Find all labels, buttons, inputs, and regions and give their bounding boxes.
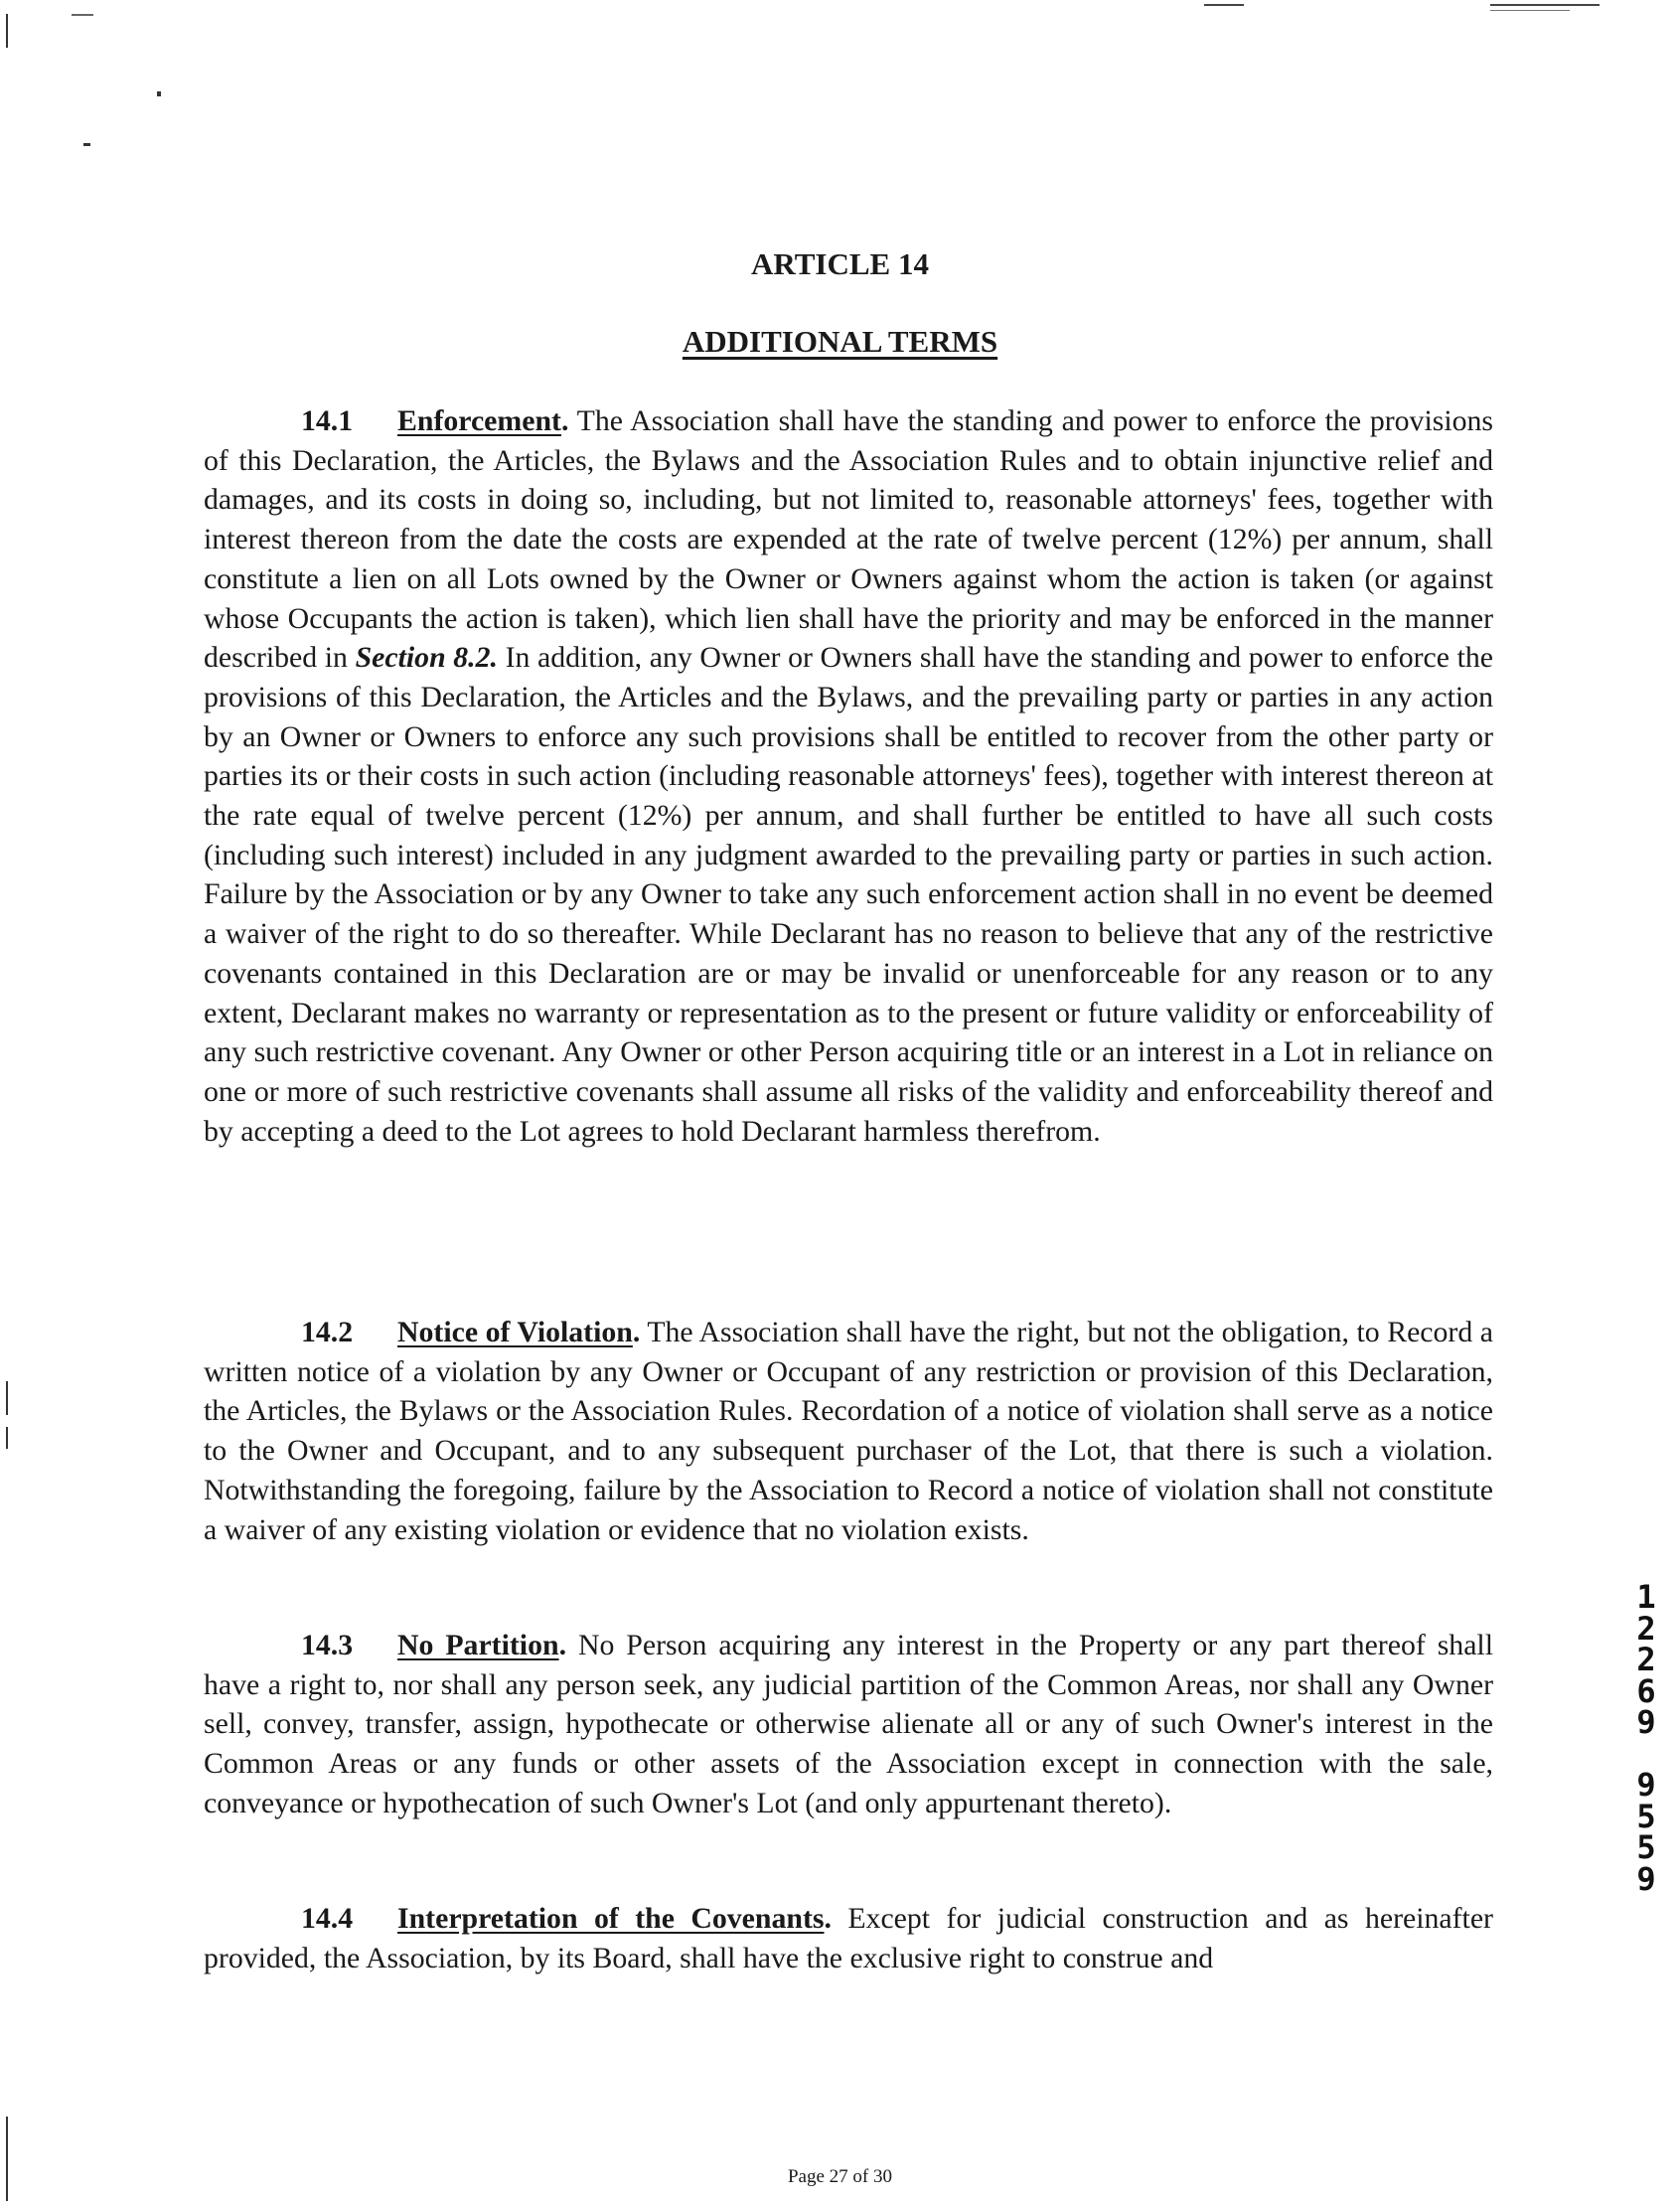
scan-mark <box>1490 10 1570 11</box>
scan-mark <box>157 91 161 96</box>
section-body: The Association shall have the standing and power to enforce the provisions of this Declaration, the Articles, the Bylaws and the Association Rules and to obtain injunctive relief and damages, and its costs in doing so, including, but not limited to, reasonable attorneys' fees, together with interest thereon from the date the costs are expended at the rate of twelve percent (12%) per annum, shall constitute a lien on all Lots owned by the Owner or Owners against whom the action is taken (or against whose Occupants the action is taken), which lien shall have the priority and may be enforced in the manner described in <box>204 404 1493 675</box>
scan-mark <box>72 14 93 16</box>
margin-digit: 2 <box>1636 1641 1656 1678</box>
section-title: Notice of Violation <box>397 1316 633 1348</box>
scan-mark <box>1490 4 1600 6</box>
scan-mark <box>6 14 8 48</box>
section-title: Interpretation of the Covenants <box>397 1902 825 1935</box>
article-title: ADDITIONAL TERMS <box>682 324 998 359</box>
section-14-2: 14.2 Notice of Violation. The Association shall have the right, but not the obligation, to Record a written notice of a violation by any Owner or Occupant of any restriction or provision of this Declaration, the Articles, the Bylaws or the Association Rules. Recordation of a notice of violation shall serve as a notice to the Owner and Occupant, and to any subsequent purchaser of the Lot, that there is such a violation. Notwithstanding the foregoing, failure by the Association to Record a notice of violation shall not constitute a waiver of any existing violation or evidence that no violation exists. <box>204 1313 1493 1549</box>
article-number: ARTICLE 14 <box>751 246 929 281</box>
section-number: 14.4 <box>301 1902 354 1935</box>
page-number: Page 27 of 30 <box>787 2166 892 2187</box>
section-reference: Section 8.2. <box>355 641 498 675</box>
section-body: No Person acquiring any interest in the Property or any part thereof shall have a right to, nor shall any person seek, any judicial partition of the Common Areas, nor shall any Owner sell, convey, transfer, assign, hypothecate or otherwise alienate all or any of such Owner's interest in the Common Areas or any funds or other assets of the Association except in connection with the sale, conveyance or hypothecation of such Owner's Lot (and only appurtenant thereto). <box>204 1629 1493 1819</box>
section-body: The Association shall have the right, but not the obligation, to Record a written notice of a violation by any Owner or Occupant of any restriction or provision of this Declaration, the Articles, the Bylaws or the Association Rules. Recordation of a notice of violation shall serve as a notice to the Owner and Occupant, and to any subsequent purchaser of the Lot, that there is such a violation. Notwithstanding the foregoing, failure by the Association to Record a notice of violation shall not constitute a waiver of any existing violation or evidence that no violation exists. <box>204 1316 1493 1546</box>
scan-mark <box>6 2117 8 2201</box>
margin-digit: 9 <box>1636 1766 1656 1804</box>
margin-digit: 2 <box>1636 1609 1656 1648</box>
section-body-continued: In addition, any Owner or Owners shall have the standing and power to enforce the provisions of this Declaration, the Articles and the Bylaws, and the prevailing party or parties in any action by an Owner or Owners to enforce any such provisions shall be entitled to recover from the other party or parties its or their costs in such action (including reasonable attorneys' fees), together with interest thereon at the rate equal of twelve percent (12%) per annum, and shall further be entitled to have all such costs (including such interest) included in any judgment awarded to the prevailing party or parties in such action. Failure by the Association or by any Owner to take any such enforcement action shall in no event be deemed a waiver of the right to do so thereafter. While Declarant has no reason to believe that any of the restrictive covenants contained in this Declaration are or may be invalid or unenforceable for any reason or to any extent, Declarant makes no warranty or representation as to the present or future validity or enforceability of any such restrictive covenant. Any Owner or other Person acquiring title or an interest in a Lot in reliance on one or more of such restrictive covenants shall assume all risks of the validity and enforceability thereof and by accepting a deed to the Lot agrees to hold Declarant harmless therefrom. <box>204 641 1494 1148</box>
margin-digit: 9 <box>1636 1859 1656 1898</box>
section-number: 14.2 <box>301 1316 354 1348</box>
section-title: No Partition <box>397 1629 559 1661</box>
section-14-4: 14.4 Interpretation of the Covenants. Except for judicial construction and as hereinafter provided, the Association, by its Board, shall have the exclusive right to construe and <box>204 1899 1493 1977</box>
section-number: 14.1 <box>301 404 354 437</box>
scan-mark <box>6 1381 8 1415</box>
scan-mark <box>6 1427 8 1449</box>
section-body: Except for judicial construction and as hereinafter provided, the Association, by its Board, shall have the exclusive right to construe and <box>204 1902 1493 1974</box>
margin-digit: 5 <box>1636 1828 1656 1866</box>
section-number: 14.3 <box>301 1629 354 1661</box>
margin-digit: 9 <box>1636 1703 1656 1741</box>
margin-digit: 1 <box>1636 1578 1656 1616</box>
section-14-3: 14.3 No Partition. No Person acquiring any interest in the Property or any part thereof shall have a right to, nor shall any person seek, any judicial partition of the Common Areas, nor shall any Owner sell, convey, transfer, assign, hypothecate or otherwise alienate all or any of such Owner's interest in the Common Areas or any funds or other assets of the Association except in connection with the sale, conveyance or hypothecation of such Owner's Lot (and only appurtenant thereto). <box>204 1626 1493 1823</box>
scan-mark <box>1204 4 1244 6</box>
margin-recording-number <box>1629 1578 1663 1898</box>
margin-digit: 6 <box>1636 1671 1656 1710</box>
scan-mark <box>83 143 90 146</box>
section-14-1: 14.1 Enforcement. The Association shall have the standing and power to enforce the provisions of this Declaration, the Articles, the Bylaws and the Association Rules and to obtain injunctive relief and damages, and its costs in doing so, including, but not limited to, reasonable attorneys' fees, together with interest thereon from the date the costs are expended at the rate of twelve percent (12%) per annum, shall constitute a lien on all Lots owned by the Owner or Owners against whom the action is taken (or against whose Occupants the action is taken), which lien shall have the priority and may be enforced in the manner described in Section 8.2. In addition, any Owner or Owners shall have the standing and power to enforce the provisions of this Declaration, the Articles and the Bylaws, and the prevailing party or parties in any action by an Owner or Owners to enforce any such provisions shall be entitled to recover from the other party or parties its or their costs in such action (including reasonable attorneys' fees), together with interest thereon at the rate equal of twelve percent (12%) per annum, and shall further be entitled to have all such costs (including such interest) included in any judgment awarded to the prevailing party or parties in such action. Failure by the Association or by any Owner to take any such enforcement action shall in no event be deemed a waiver of the right to do so thereafter. While Declarant has no reason to believe that any of the restrictive covenants contained in this Declaration are or may be invalid or unenforceable for any reason or to any extent, Declarant makes no warranty or representation as to the present or future validity or enforceability of any such restrictive covenant. Any Owner or other Person acquiring title or an interest in a Lot in reliance on one or more of such restrictive covenants shall assume all risks of the validity and enforceability thereof and by accepting a deed to the Lot agrees to hold Declarant harmless therefrom. <box>204 401 1493 1151</box>
margin-digit: 5 <box>1636 1797 1656 1835</box>
section-title: Enforcement <box>397 404 561 437</box>
